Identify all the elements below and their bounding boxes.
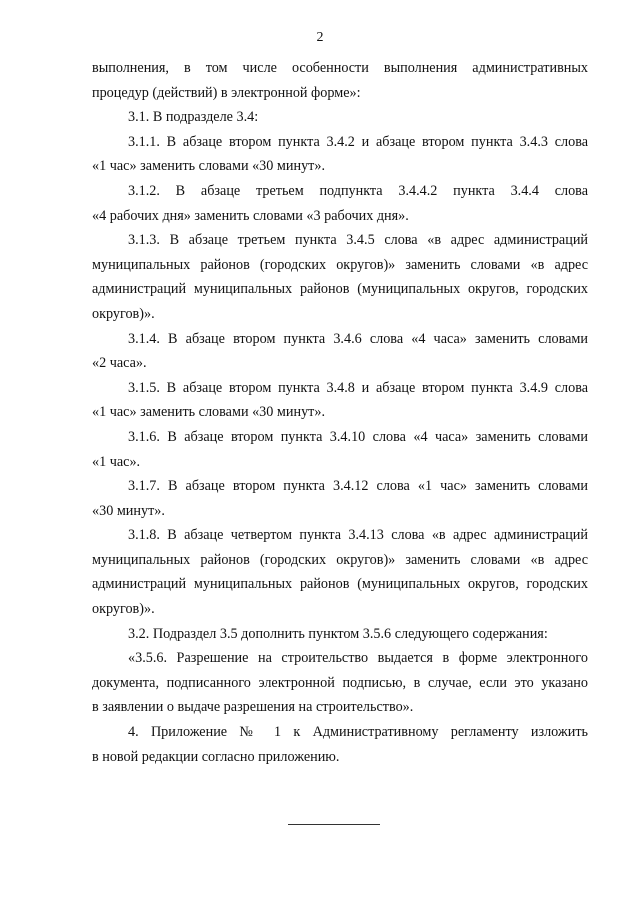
document-body (92, 56, 588, 769)
paragraph (92, 376, 588, 425)
text-line: 3.2. Подраздел 3.5 дополнить пунктом 3.5.6 следующего содержания: (128, 625, 548, 642)
text-line: «30 минут». (92, 502, 165, 519)
text-line: «3.5.6. Разрешение на строительство выдается в форме электронного (128, 650, 588, 667)
text-line: 4. Приложение № 1 к Административному регламенту изложить (128, 724, 588, 741)
text-line: округов)». (92, 305, 155, 322)
text-line: округов)». (92, 601, 155, 618)
text-line: 3.1.5. В абзаце втором пункта 3.4.8 и абзаце втором пункта 3.4.9 слова (128, 379, 588, 396)
paragraph (92, 425, 588, 474)
paragraph (92, 327, 588, 376)
text-line: 3.1.1. В абзаце втором пункта 3.4.2 и абзаце втором пункта 3.4.3 слова (128, 133, 588, 150)
text-line: 3.1.3. В абзаце третьем пункта 3.4.5 слова «в адрес администраций (128, 232, 588, 249)
paragraph (92, 523, 588, 621)
text-line: процедур (действий) в электронной форме»: (92, 84, 361, 101)
paragraph (92, 228, 588, 326)
paragraph (92, 646, 588, 720)
text-line: 3.1. В подразделе 3.4: (128, 109, 259, 126)
paragraph (92, 474, 588, 523)
text-line: 3.1.2. В абзаце третьем подпункта 3.4.4.2 пункта 3.4.4 слова (128, 182, 588, 199)
text-line: 3.1.7. В абзаце втором пункта 3.4.12 слова «1 час» заменить словами (128, 478, 588, 495)
text-line: документа, подписанного электронной подписью, в случае, если это указано (92, 674, 588, 691)
text-line: 3.1.6. В абзаце втором пункта 3.4.10 слова «4 часа» заменить словами (128, 428, 588, 445)
text-line: «1 час» заменить словами «30 минут». (92, 404, 326, 421)
text-line: администраций муниципальных районов (муниципальных округов, городских (92, 281, 588, 298)
paragraph (92, 130, 588, 179)
text-line: «1 час». (92, 453, 141, 470)
text-line: «1 час» заменить словами «30 минут». (92, 158, 326, 175)
paragraph (92, 105, 588, 130)
paragraph (92, 56, 588, 105)
text-line: «4 рабочих дня» заменить словами «3 рабочих дня». (92, 207, 409, 224)
text-line: выполнения, в том числе особенности выполнения административных (92, 60, 588, 76)
paragraph (92, 179, 588, 228)
text-line: администраций муниципальных районов (муниципальных округов, городских (92, 576, 588, 593)
text-line: «2 часа». (92, 355, 147, 372)
text-line: в заявлении о выдаче разрешения на строительство». (92, 699, 414, 716)
text-line: 3.1.4. В абзаце втором пункта 3.4.6 слова «4 часа» заменить словами (128, 330, 588, 347)
paragraph (92, 720, 588, 769)
text-line: муниципальных районов (городских округов)» заменить словами «в адрес (92, 551, 588, 568)
text-line: в новой редакции согласно приложению. (92, 748, 340, 765)
paragraph (92, 622, 588, 647)
text-line: муниципальных районов (городских округов)» заменить словами «в адрес (92, 256, 588, 273)
page-number: 2 (316, 30, 324, 45)
text-line: 3.1.8. В абзаце четвертом пункта 3.4.13 слова «в адрес администраций (128, 527, 588, 544)
end-of-text-rule (288, 824, 380, 825)
